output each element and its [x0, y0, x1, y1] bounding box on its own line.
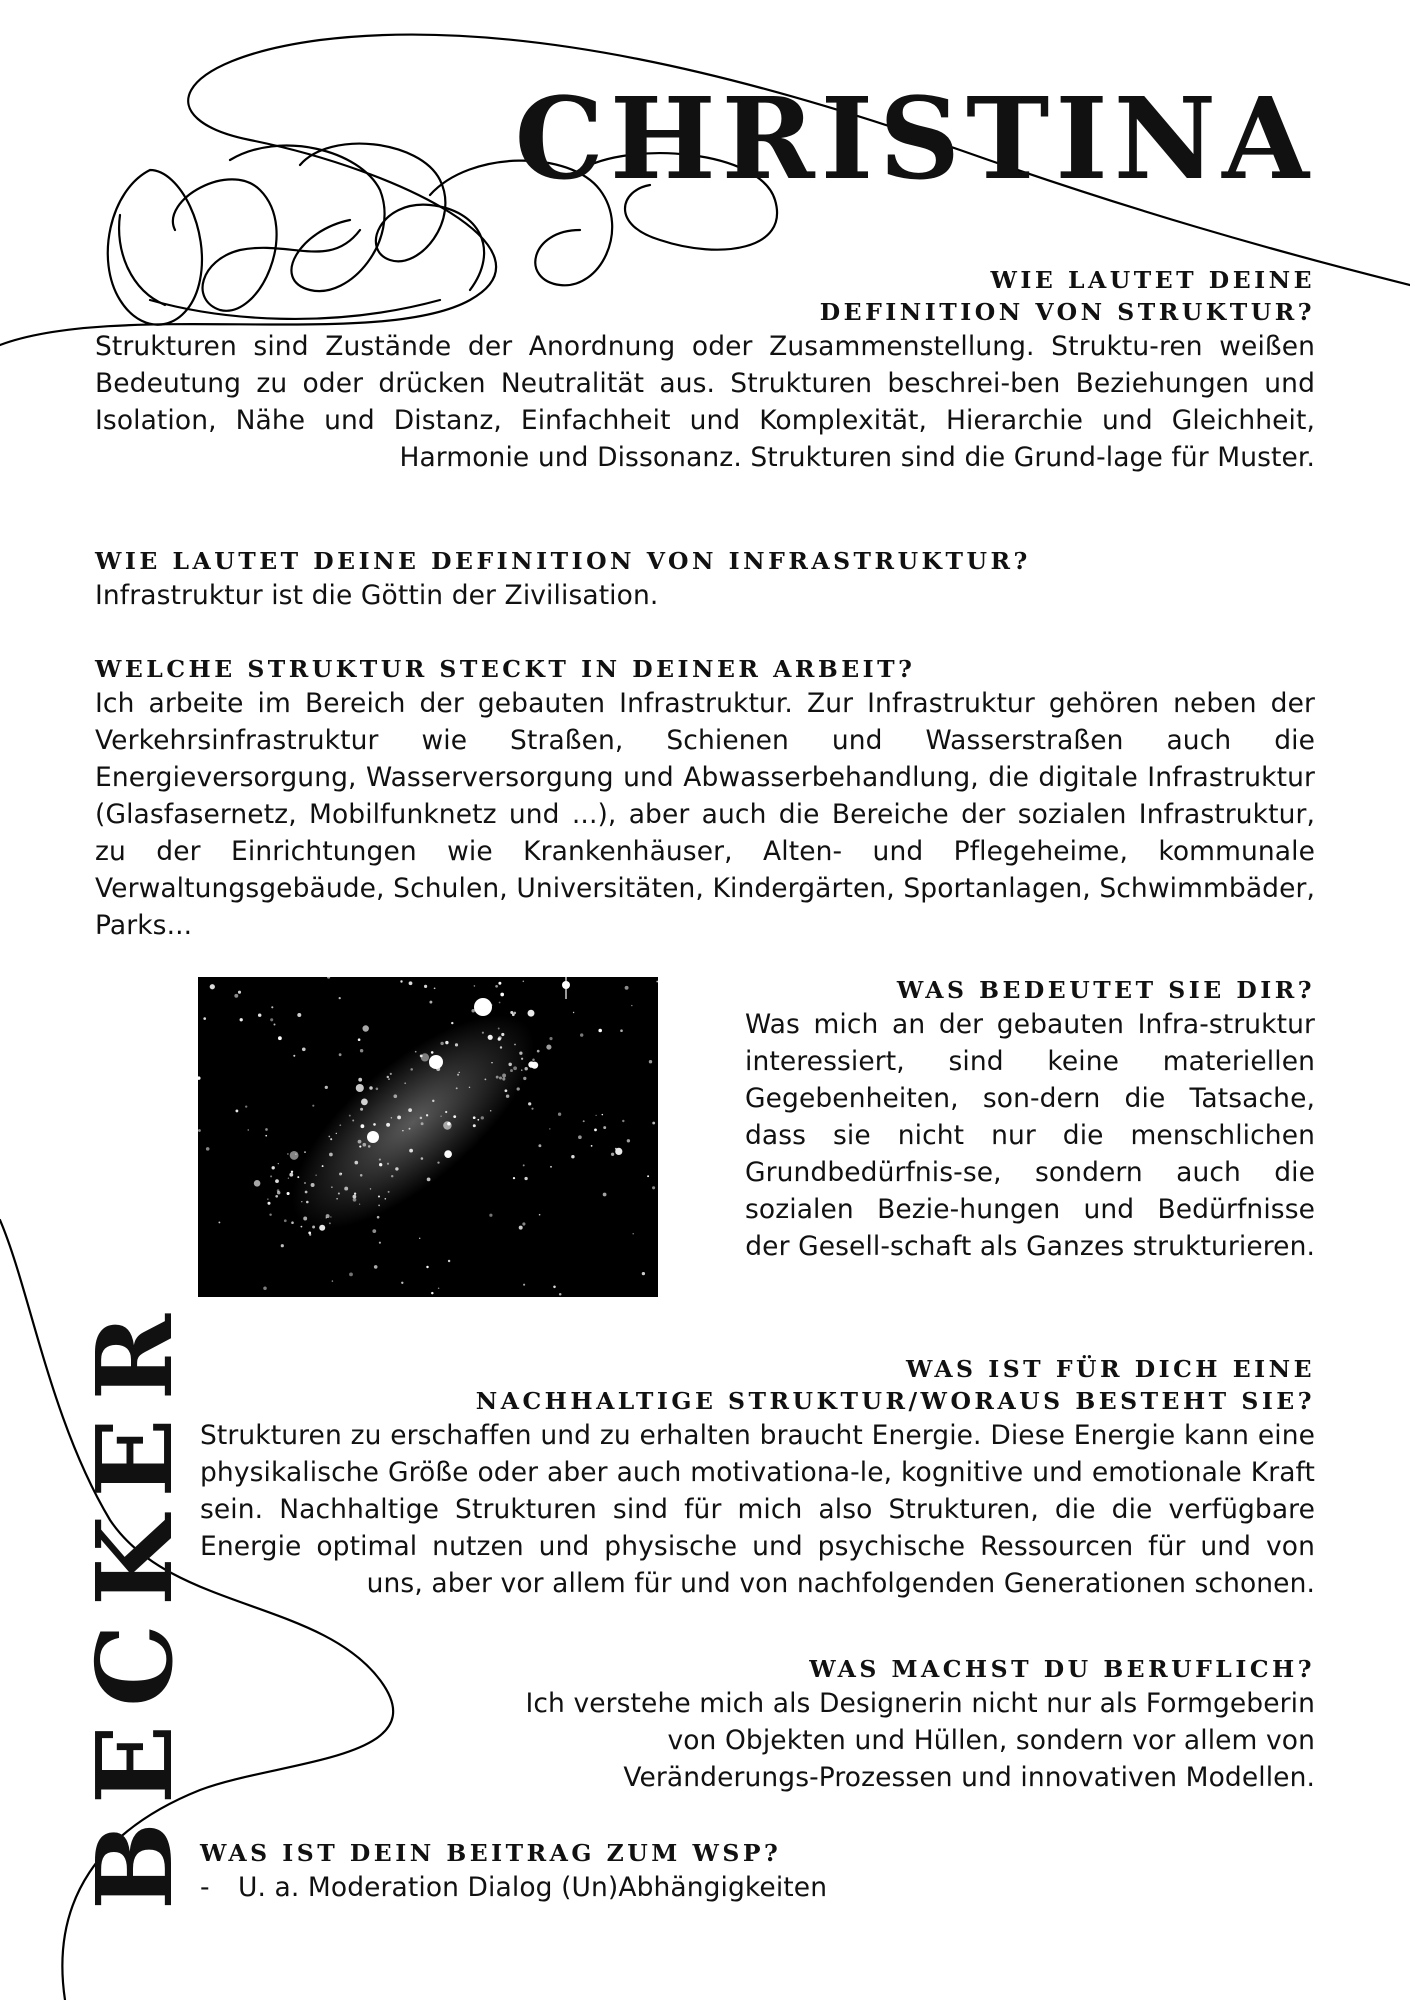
- star-dot: [248, 1129, 249, 1130]
- star-dot: [438, 1287, 440, 1289]
- star-dot: [312, 1105, 314, 1107]
- star-dot: [498, 1036, 502, 1040]
- star-dot: [315, 1175, 316, 1176]
- question-heading: WAS MACHST DU BERUFLICH?: [809, 1655, 1315, 1683]
- star-dot: [456, 1087, 458, 1089]
- star-dot: [477, 1119, 479, 1121]
- star-dot: [578, 1135, 582, 1139]
- star-dot: [499, 1077, 502, 1080]
- star-dot: [573, 1012, 574, 1013]
- star-dot: [502, 1077, 505, 1080]
- star-dot: [431, 1292, 433, 1294]
- star-dot: [546, 1045, 551, 1050]
- star-dot: [455, 1043, 458, 1046]
- star-dot: [344, 1187, 348, 1191]
- star-dot: [329, 1222, 331, 1224]
- answer-text: Ich arbeite im Bereich der gebauten Infrastruktur. Zur Infrastruktur gehören neben der Verkehrsinfrastruktur wie Straßen, Schienen und Wasserstraßen auch die Energieversorgung, Wasserversorgung und Abwasserbehandlung, die digitale Infrastruktur (Glasfasernetz, Mobilfunknetz und ...), aber auch die Bereiche der sozialen Infrastruktur, zu der Einrichtungen wie Krankenhäuser, Alten- und Pflegeheime, kommunale Verwaltungsgebäude, Schulen, Universitäten, Kindergärten, Sportanlagen, Schwimmbäder, Parks...: [95, 688, 1315, 941]
- section-definition-structure: [95, 264, 1315, 476]
- star-dot: [459, 1072, 460, 1073]
- star-dot: [498, 982, 501, 985]
- star-dot: [632, 1233, 633, 1234]
- star-dot: [538, 1144, 541, 1147]
- star-dot: [443, 1121, 451, 1129]
- star-dot: [304, 1151, 306, 1153]
- star-dot: [301, 1226, 303, 1228]
- star-dot: [358, 1078, 362, 1082]
- star-dot: [288, 1178, 289, 1179]
- star-dot: [402, 1130, 403, 1131]
- star-dot: [325, 1086, 328, 1089]
- star-dot: [291, 1171, 293, 1173]
- star-dot: [415, 1051, 417, 1053]
- star-dot: [362, 1025, 368, 1031]
- section-meaning: [745, 974, 1315, 1265]
- star-dot: [400, 980, 402, 982]
- star-dot: [426, 1114, 428, 1116]
- star-dot: [278, 1036, 282, 1040]
- star-dot: [437, 1161, 439, 1163]
- star-dot: [489, 1214, 492, 1217]
- star-dot: [602, 1114, 603, 1115]
- star-dot: [358, 1140, 362, 1144]
- star-dot: [550, 1166, 552, 1168]
- star-dot: [496, 1076, 499, 1079]
- star-dot: [198, 1129, 201, 1132]
- star-dot: [473, 1124, 476, 1127]
- star-dot: [420, 1117, 423, 1120]
- star-dot: [203, 1017, 206, 1020]
- section-profession: [440, 1653, 1315, 1796]
- first-name-title: CHRISTINA: [514, 74, 1315, 205]
- star-dot: [290, 1151, 299, 1160]
- star-dot: [210, 984, 215, 989]
- star-dot: [301, 1201, 302, 1202]
- star-dot: [287, 1192, 290, 1195]
- star-dot: [580, 1033, 583, 1036]
- star-dot: [309, 1234, 311, 1236]
- star-dot: [448, 1260, 450, 1262]
- star-dot: [481, 1116, 484, 1119]
- star-dot: [374, 1265, 378, 1269]
- star-dot: [319, 1225, 325, 1231]
- star-dot: [409, 981, 413, 985]
- star-dot: [583, 1120, 585, 1122]
- star-dot: [440, 1115, 441, 1116]
- star-dot: [440, 1042, 443, 1045]
- star-dot: [330, 1216, 331, 1217]
- star-dot: [432, 1100, 434, 1102]
- star-dot: [391, 1117, 393, 1119]
- star-dot: [373, 1123, 376, 1126]
- star-dot: [311, 1183, 315, 1187]
- star-dot: [429, 1001, 432, 1004]
- star-dot: [284, 1219, 287, 1222]
- question-heading: WIE LAUTET DEINE DEFINITION VON INFRASTRUKTUR?: [95, 547, 1031, 575]
- star-dot: [272, 1166, 275, 1169]
- star-dot: [378, 1196, 380, 1198]
- star-dot: [369, 1086, 373, 1090]
- star-dot: [265, 1135, 267, 1137]
- star-dot: [647, 1175, 649, 1177]
- star-dot: [649, 1060, 652, 1063]
- star-dot: [372, 1229, 376, 1233]
- star-dot: [379, 1159, 381, 1161]
- star-dot: [517, 1087, 520, 1090]
- star-dot: [269, 1213, 271, 1215]
- star-dot: [539, 1214, 541, 1216]
- star-dot: [206, 1147, 210, 1151]
- star-dot: [549, 1128, 550, 1129]
- star-dot: [528, 1010, 535, 1017]
- star-dot: [537, 1050, 540, 1053]
- star-dot: [408, 1108, 412, 1112]
- question-heading: WELCHE STRUKTUR STECKT IN DEINER ARBEIT?: [95, 655, 916, 683]
- star-dot: [368, 1145, 371, 1148]
- star-dot: [431, 1051, 434, 1054]
- star-dot: [312, 1226, 315, 1229]
- star-dot: [469, 1087, 470, 1088]
- star-dot: [521, 1058, 523, 1060]
- star-dot: [281, 1244, 284, 1247]
- star-dot: [404, 1082, 406, 1084]
- star-dot: [434, 987, 436, 989]
- star-dot: [521, 1069, 522, 1070]
- star-dot: [631, 1005, 632, 1006]
- star-dot: [379, 1163, 382, 1166]
- star-dot: [491, 1062, 492, 1063]
- last-name-vertical-title: BECKER: [73, 1295, 196, 1910]
- star-dot: [338, 1192, 340, 1194]
- answer-text: Infrastruktur ist die Göttin der Zivilisation.: [95, 580, 659, 611]
- star-dot: [445, 1041, 448, 1044]
- star-dot: [514, 1044, 516, 1046]
- star-dot: [622, 1120, 624, 1122]
- star-dot: [245, 1105, 247, 1107]
- star-dot: [376, 1088, 379, 1091]
- star-dot: [397, 1115, 401, 1119]
- star-dot: [488, 1035, 493, 1040]
- star-dot: [484, 1078, 486, 1080]
- star-dot: [370, 1188, 371, 1189]
- star-dot: [354, 1161, 358, 1165]
- star-dot: [553, 1286, 556, 1289]
- star-dot: [401, 1282, 403, 1284]
- star-dot: [360, 1108, 363, 1111]
- star-dot: [271, 1006, 273, 1008]
- star-dot: [523, 1164, 525, 1166]
- star-dot: [506, 1094, 509, 1097]
- star-dot: [287, 1153, 288, 1154]
- star-dot: [426, 1266, 428, 1268]
- star-dot: [549, 1037, 552, 1040]
- star-dot: [354, 1193, 356, 1195]
- question-heading: WAS IST DEIN BEITRAG ZUM WSP?: [200, 1839, 782, 1867]
- question-line-1: WIE LAUTET DEINE: [990, 266, 1315, 294]
- star-dot: [328, 1136, 330, 1138]
- star-dot: [274, 1024, 276, 1026]
- answer-text: [440, 1685, 1315, 1796]
- star-dot: [341, 1173, 343, 1175]
- star-dot: [591, 1145, 593, 1147]
- star-dot: [353, 1198, 357, 1202]
- star-dot: [306, 1201, 309, 1204]
- star-dot: [275, 1179, 279, 1183]
- star-dot: [265, 1128, 268, 1131]
- star-dot: [559, 1293, 562, 1296]
- answer-text: Strukturen zu erschaffen und zu erhalten braucht Energie. Diese Energie kann eine physikalische Größe oder aber auch motivationa-le, kognitive und emotionale Kraft sein. Nachhaltige Strukturen sind für mich also Strukturen, die die verfügbare Energie optimal nutzen und physische und psychische Ressourcen für und von uns, aber vor allem für und von nachfolgenden Generationen schonen.: [200, 1420, 1315, 1599]
- star-dot: [495, 985, 498, 988]
- star-dot: [594, 1129, 597, 1132]
- galaxy-glow: [260, 980, 567, 1265]
- star-dot: [451, 1022, 453, 1024]
- star-dot: [349, 1115, 351, 1117]
- star-dot: [277, 1189, 280, 1192]
- star-dot: [410, 1068, 413, 1071]
- star-dot: [474, 985, 476, 987]
- star-dot: [275, 1195, 278, 1198]
- star-dot: [513, 1177, 515, 1179]
- star-dot: [505, 1089, 508, 1092]
- bright-star: [367, 1131, 379, 1143]
- star-dot: [603, 1126, 606, 1129]
- star-dot: [523, 981, 525, 983]
- star-dot: [571, 1155, 574, 1158]
- star-dot: [508, 1063, 511, 1066]
- star-dot: [297, 1176, 299, 1178]
- star-dot: [339, 1053, 342, 1056]
- star-dot: [305, 1191, 308, 1194]
- section-definition-infrastructure: [95, 545, 1315, 614]
- star-dot: [388, 1078, 390, 1080]
- star-dot: [356, 1084, 364, 1092]
- star-dot: [258, 1013, 261, 1016]
- star-dot: [352, 1120, 354, 1122]
- star-dot: [395, 1167, 398, 1170]
- star-dot: [421, 1053, 429, 1061]
- star-dot: [499, 1002, 501, 1004]
- star-dot: [525, 1067, 528, 1070]
- star-dot: [349, 1272, 353, 1276]
- star-dot: [235, 1109, 238, 1112]
- star-dot: [524, 1177, 527, 1180]
- star-dot: [421, 1157, 424, 1160]
- question-line-2: DEFINITION VON STRUKTUR?: [819, 298, 1315, 326]
- star-dot: [304, 1182, 306, 1184]
- bright-star: [429, 1055, 443, 1069]
- star-dot: [490, 1110, 492, 1112]
- star-dot: [362, 1143, 366, 1147]
- question-heading: [200, 1353, 1315, 1417]
- star-dot: [358, 1038, 361, 1041]
- star-dot: [267, 1199, 268, 1200]
- question-heading: WAS BEDEUTET SIE DIR?: [896, 976, 1315, 1004]
- star-dot: [419, 1238, 420, 1239]
- star-dot: [263, 1286, 267, 1290]
- star-dot: [339, 997, 341, 999]
- star-dot: [302, 1047, 306, 1051]
- star-dot: [336, 1198, 338, 1200]
- star-dot: [482, 1032, 484, 1034]
- star-dot: [595, 1115, 596, 1116]
- star-dot: [625, 986, 629, 990]
- star-dot: [558, 1113, 561, 1116]
- star-dot: [510, 1069, 513, 1072]
- star-dot: [519, 1052, 522, 1055]
- star-dot: [652, 1122, 655, 1125]
- answer-text: U. a. Moderation Dialog (Un)Abhängigkeiten: [238, 1872, 828, 1903]
- star-dot: [270, 1018, 273, 1021]
- star-dot: [336, 1133, 337, 1134]
- star-dot: [326, 1214, 330, 1218]
- star-dot: [532, 1059, 535, 1062]
- star-dot: [528, 1061, 534, 1067]
- star-dot: [293, 1055, 295, 1057]
- star-dot: [327, 977, 330, 979]
- star-dot: [501, 1033, 504, 1036]
- star-dot: [386, 1123, 390, 1127]
- answer-list-item: [200, 1869, 1200, 1906]
- star-dot: [523, 1284, 525, 1286]
- star-dot: [512, 1013, 515, 1016]
- star-dot: [359, 1204, 360, 1205]
- star-field: [198, 977, 658, 1297]
- question-line-2: NACHHALTIGE STRUKTUR/WORAUS BESTEHT SIE?: [475, 1387, 1315, 1415]
- star-dot: [603, 1193, 607, 1197]
- star-dot: [656, 981, 658, 983]
- star-dot: [513, 1066, 517, 1070]
- star-dot: [453, 1115, 456, 1118]
- star-dot: [444, 1150, 452, 1158]
- star-dot: [353, 1195, 357, 1199]
- star-dot: [391, 1175, 393, 1177]
- star-dot: [377, 1216, 380, 1219]
- star-dot: [409, 1128, 411, 1130]
- star-dot: [424, 985, 427, 988]
- answer-text: Strukturen sind Zustände der Anordnung oder Zusammenstellung. Struktu-ren weißen Bedeutung zu oder drücken Neutralität aus. Strukturen beschrei-ben Beziehungen und Isolation, Nähe und Distanz, Einfachheit und Komplexität, Hierarchie und Gleichheit, Harmonie und Dissonanz. Strukturen sind die Grund-lage für Muster.: [95, 331, 1315, 473]
- question-heading: [95, 264, 1315, 328]
- star-dot: [531, 1108, 533, 1110]
- star-dot: [385, 1198, 387, 1200]
- star-dot: [297, 1013, 301, 1017]
- star-dot: [390, 1073, 392, 1075]
- star-dot: [502, 1074, 506, 1078]
- star-dot: [611, 1153, 614, 1156]
- star-dot: [387, 1076, 389, 1078]
- star-dot: [238, 991, 241, 994]
- question-line-1: WAS IST FÜR DICH EINE: [905, 1355, 1315, 1383]
- bullet-dash: -: [200, 1872, 210, 1903]
- star-dot: [361, 1124, 365, 1128]
- star-dot: [361, 1099, 368, 1106]
- star-dot: [500, 993, 504, 997]
- star-dot: [360, 1174, 363, 1177]
- star-dot: [615, 1148, 617, 1150]
- answer-line-2: von Objekten und Hüllen, sondern vor allem von: [667, 1725, 1315, 1756]
- star-dot: [387, 1163, 389, 1165]
- star-dot: [393, 1094, 397, 1098]
- star-dot: [447, 1122, 451, 1126]
- star-dot: [523, 1077, 526, 1080]
- star-dot: [445, 1111, 447, 1113]
- answer-text: Was mich an der gebauten Infra-struktur interessiert, sind keine materiellen Gegebenheiten, son-dern die Tatsache, dass sie nicht nur die menschlichen Grundbedürfnis-se, sondern auch die sozialen Bezie-hungen und Bedürfnisse der Gesell-schaft als Ganzes strukturieren.: [745, 1009, 1315, 1262]
- star-dot: [360, 1049, 363, 1052]
- star-dot: [379, 1242, 381, 1244]
- star-dot: [378, 1205, 380, 1207]
- section-contribution: [200, 1837, 1200, 1906]
- star-dot: [598, 1029, 602, 1033]
- star-dot: [642, 1272, 645, 1275]
- star-dot: [295, 1153, 297, 1155]
- star-dot: [291, 1221, 294, 1224]
- star-dot: [254, 1180, 261, 1187]
- answer-line-3: Veränderungs-Prozessen und innovativen Modellen.: [623, 1762, 1315, 1793]
- bright-star: [474, 998, 492, 1016]
- star-dot: [528, 1102, 531, 1105]
- star-dot: [421, 1122, 424, 1125]
- star-dot: [500, 1046, 502, 1048]
- section-sustainable-structure: [200, 1353, 1315, 1602]
- star-dot: [522, 1222, 525, 1225]
- star-dot: [289, 1173, 293, 1177]
- star-dot: [388, 1191, 390, 1193]
- star-dot: [218, 1221, 220, 1223]
- star-dot: [303, 1217, 307, 1221]
- star-dot: [322, 1165, 324, 1167]
- star-cluster-photo: [198, 977, 658, 1297]
- star-dot: [198, 1076, 201, 1080]
- star-dot: [330, 1138, 332, 1140]
- star-dot: [332, 1280, 333, 1281]
- star-dot: [331, 1186, 332, 1187]
- star-dot: [427, 1178, 431, 1182]
- star-dot: [627, 1139, 630, 1142]
- star-dot: [457, 1074, 459, 1076]
- star-dot: [359, 1146, 361, 1148]
- star-dot: [473, 1116, 476, 1119]
- star-dot: [267, 1202, 270, 1205]
- star-dot: [409, 1149, 413, 1153]
- star-dot: [620, 1029, 623, 1032]
- star-dot: [270, 1175, 272, 1177]
- star-dot: [652, 1186, 655, 1189]
- answer-line-1: Ich verstehe mich als Designerin nicht nur als Formgeberin: [525, 1688, 1315, 1719]
- star-dot: [339, 1124, 341, 1126]
- star-dot: [329, 1153, 333, 1157]
- section-structure-in-work: [95, 653, 1315, 944]
- star-dot: [278, 1163, 279, 1164]
- star-dot: [498, 1028, 500, 1030]
- star-dot: [519, 1226, 523, 1230]
- star-dot: [234, 994, 238, 998]
- star-dot: [240, 1018, 243, 1021]
